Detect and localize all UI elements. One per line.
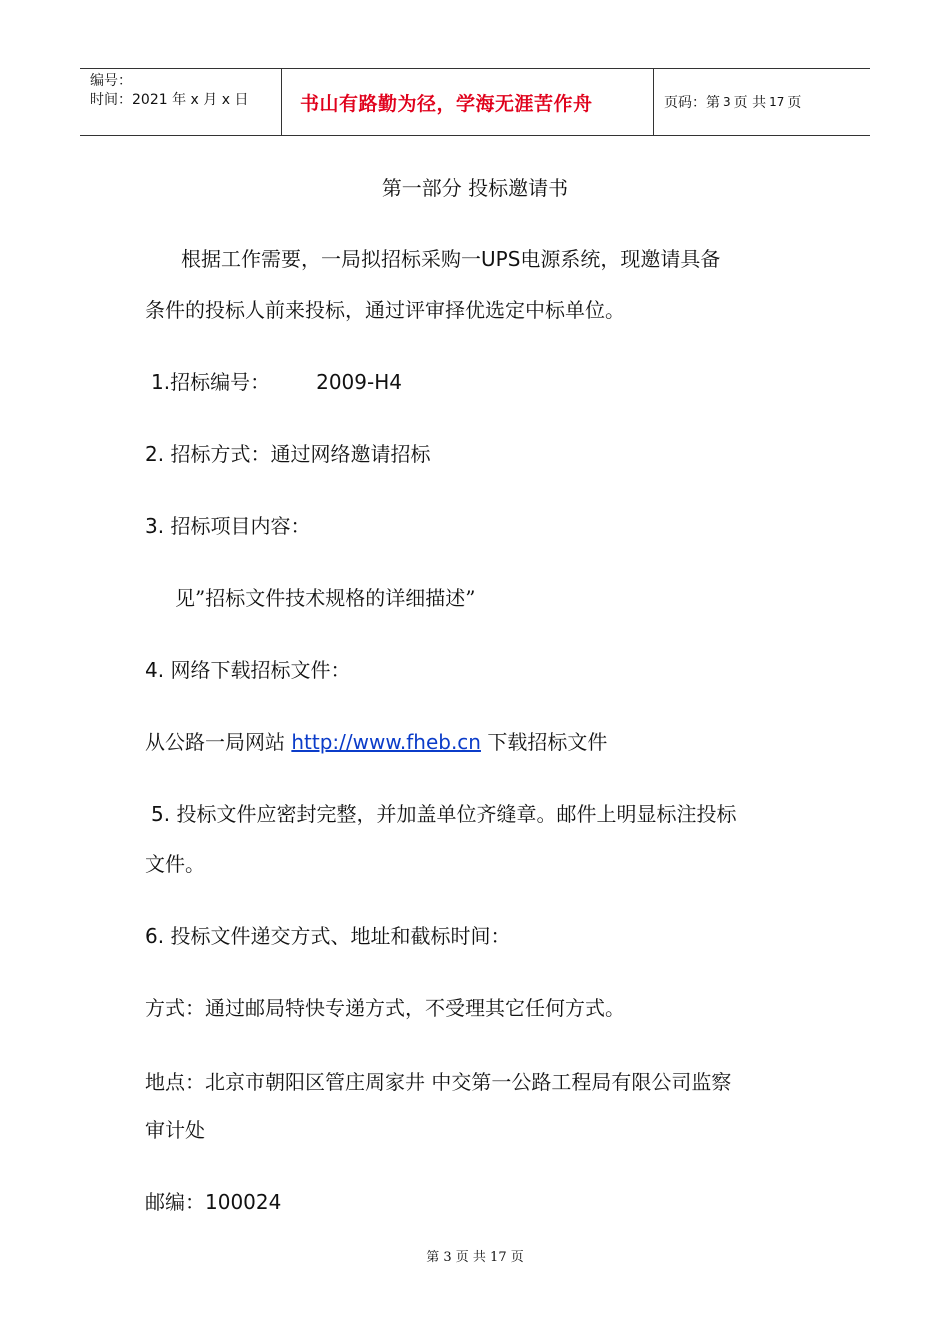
item-3 [145, 510, 310, 539]
intro-paragraph-line2: 条件的投标人前来投标，通过评审择优选定中标单位。 [145, 298, 625, 322]
delivery-method: 方式：通过邮局特快专递方式，不受理其它任何方式。 [145, 996, 625, 1020]
intro-text-ups: UPS [481, 247, 521, 271]
item-5-number: 5. [151, 802, 171, 826]
postcode [145, 1186, 281, 1215]
item-3-text: 招标项目内容： [170, 514, 311, 538]
page-footer: 第 3 页 共 17 页 [426, 1250, 524, 1265]
item-4-text: 网络下载招标文件： [170, 658, 351, 682]
item-3-detail: 见”招标文件技术规格的详细描述” [175, 586, 476, 610]
address-line2: 审计处 [145, 1118, 205, 1142]
postcode-value: 100024 [205, 1190, 282, 1214]
download-suffix: 下载招标文件 [487, 730, 608, 754]
header-page-mid: 页 共 [733, 95, 767, 111]
header-motto: 书山有路勤为径，学海无涯苦作舟 [300, 92, 593, 115]
intro-paragraph-line1 [181, 243, 720, 272]
item-6-text: 投标文件递交方式、地址和截标时间： [170, 924, 511, 948]
section-title: 第一部分 投标邀请书 [381, 176, 569, 200]
header-motto-cell [281, 69, 654, 135]
item-5-text: 投标文件应密封完整，并加盖单位齐缝章。邮件上明显标注投标 [176, 802, 737, 826]
download-link[interactable]: http://www.fheb.cn [291, 730, 481, 754]
item-4 [145, 654, 350, 683]
item-1 [151, 366, 402, 395]
item-1-value: 2009-H4 [316, 370, 402, 394]
header-meta [80, 69, 281, 135]
item-5-line1 [151, 798, 736, 827]
download-prefix: 从公路一局网站 [145, 730, 285, 754]
header-page-suffix: 页 [787, 95, 802, 111]
intro-text-c: 电源系统，现邀请具备 [520, 247, 721, 271]
item-1-number: 1. [151, 370, 171, 394]
header-time-label: 时间：2021 年 x 月 x 日 [90, 92, 249, 108]
header-page-info [654, 69, 870, 135]
postcode-label: 邮编： [145, 1190, 205, 1214]
item-6-number: 6. [145, 924, 165, 948]
item-4-number: 4. [145, 658, 165, 682]
download-line [145, 726, 607, 755]
intro-text-a: 根据工作需要，一局拟招标采购一 [181, 247, 481, 271]
item-5-line2: 文件。 [145, 852, 205, 876]
page-header [80, 68, 870, 136]
item-2 [145, 438, 430, 467]
header-page-current: 3 [723, 95, 731, 109]
header-number-label: 编号： [90, 73, 132, 89]
header-page-prefix: 页码：第 [664, 95, 720, 111]
item-2-text: 招标方式：通过网络邀请招标 [170, 442, 431, 466]
item-1-label: 招标编号： [170, 370, 271, 394]
item-3-number: 3. [145, 514, 165, 538]
header-page-total: 17 [769, 95, 785, 109]
item-2-number: 2. [145, 442, 165, 466]
address-line1: 地点：北京市朝阳区管庄周家井 中交第一公路工程局有限公司监察 [145, 1070, 732, 1094]
item-6 [145, 920, 510, 949]
